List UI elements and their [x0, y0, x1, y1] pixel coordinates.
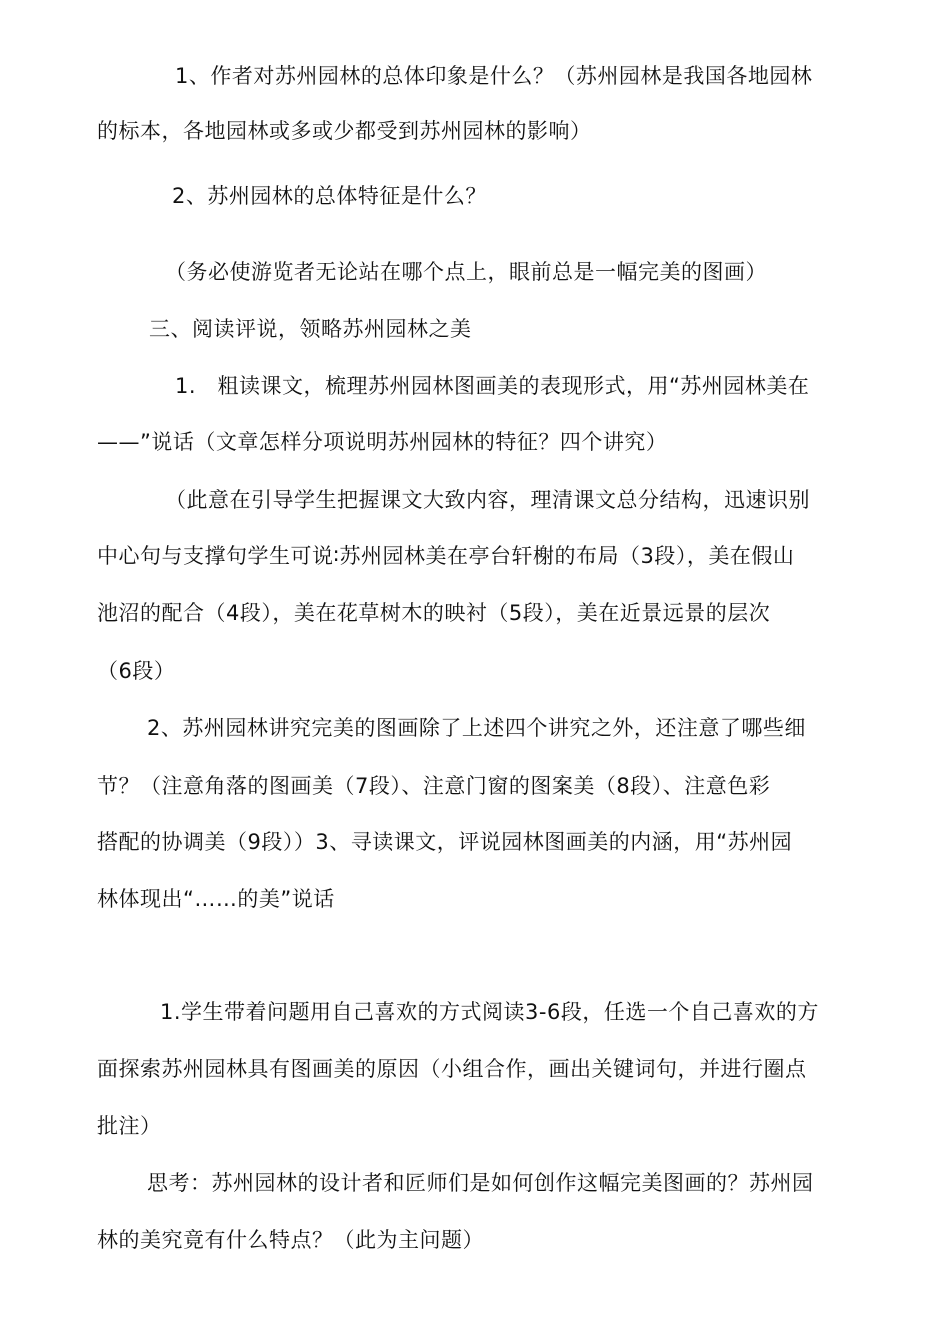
question-2: 2、苏州园林的总体特征是什么？ [172, 184, 487, 208]
think-line-1: 思考：苏州园林的设计者和匠师们是如何创作这幅完美图画的？苏州园 [147, 1171, 814, 1195]
step-2-line-4: 林体现出“……的美”说话 [97, 887, 335, 911]
note-line-1: （此意在引导学生把握课文大致内容，理清课文总分结构，迅速识别 [165, 488, 810, 512]
note-line-2: 中心句与支撑句学生可说∶苏州园林美在亭台轩榭的布局（3段），美在假山 [97, 544, 795, 568]
note-line-3: 池沼的配合（4段），美在花草树木的映衬（5段），美在近景远景的层次 [97, 601, 771, 625]
question-1-line-1: 1、作者对苏州园林的总体印象是什么？（苏州园林是我国各地园林 [175, 64, 813, 88]
step-1-line-2: ——”说话（文章怎样分项说明苏州园林的特征？四个讲究） [97, 430, 668, 454]
question-1-line-2: 的标本，各地园林或多或少都受到苏州园林的影响） [97, 119, 592, 143]
step-1-line-1: 1. 粗读课文，梳理苏州园林图画美的表现形式，用“苏州园林美在 [175, 374, 810, 398]
step-2-line-1: 2、苏州园林讲究完美的图画除了上述四个讲究之外，还注意了哪些细 [147, 716, 806, 740]
think-line-2: 林的美究竟有什么特点？（此为主问题） [97, 1228, 484, 1252]
activity-line-3: 批注） [97, 1114, 162, 1138]
step-2-line-2: 节？（注意角落的图画美（7段）、注意门窗的图案美（8段）、注意色彩 [97, 774, 771, 798]
question-2-answer: （务必使游览者无论站在哪个点上，眼前总是一幅完美的图画） [165, 260, 767, 284]
step-2-line-3: 搭配的协调美（9段））3、寻读课文，评说园林图画美的内涵，用“苏州园 [97, 830, 793, 854]
note-line-4: （6段） [97, 659, 176, 683]
activity-line-2: 面探索苏州园林具有图画美的原因（小组合作，画出关键词句，并进行圈点 [97, 1057, 807, 1081]
section-3-heading: 三、阅读评说，领略苏州园林之美 [149, 317, 472, 341]
activity-line-1: 1.学生带着问题用自己喜欢的方式阅读3-6段，任选一个自己喜欢的方 [160, 1000, 819, 1024]
